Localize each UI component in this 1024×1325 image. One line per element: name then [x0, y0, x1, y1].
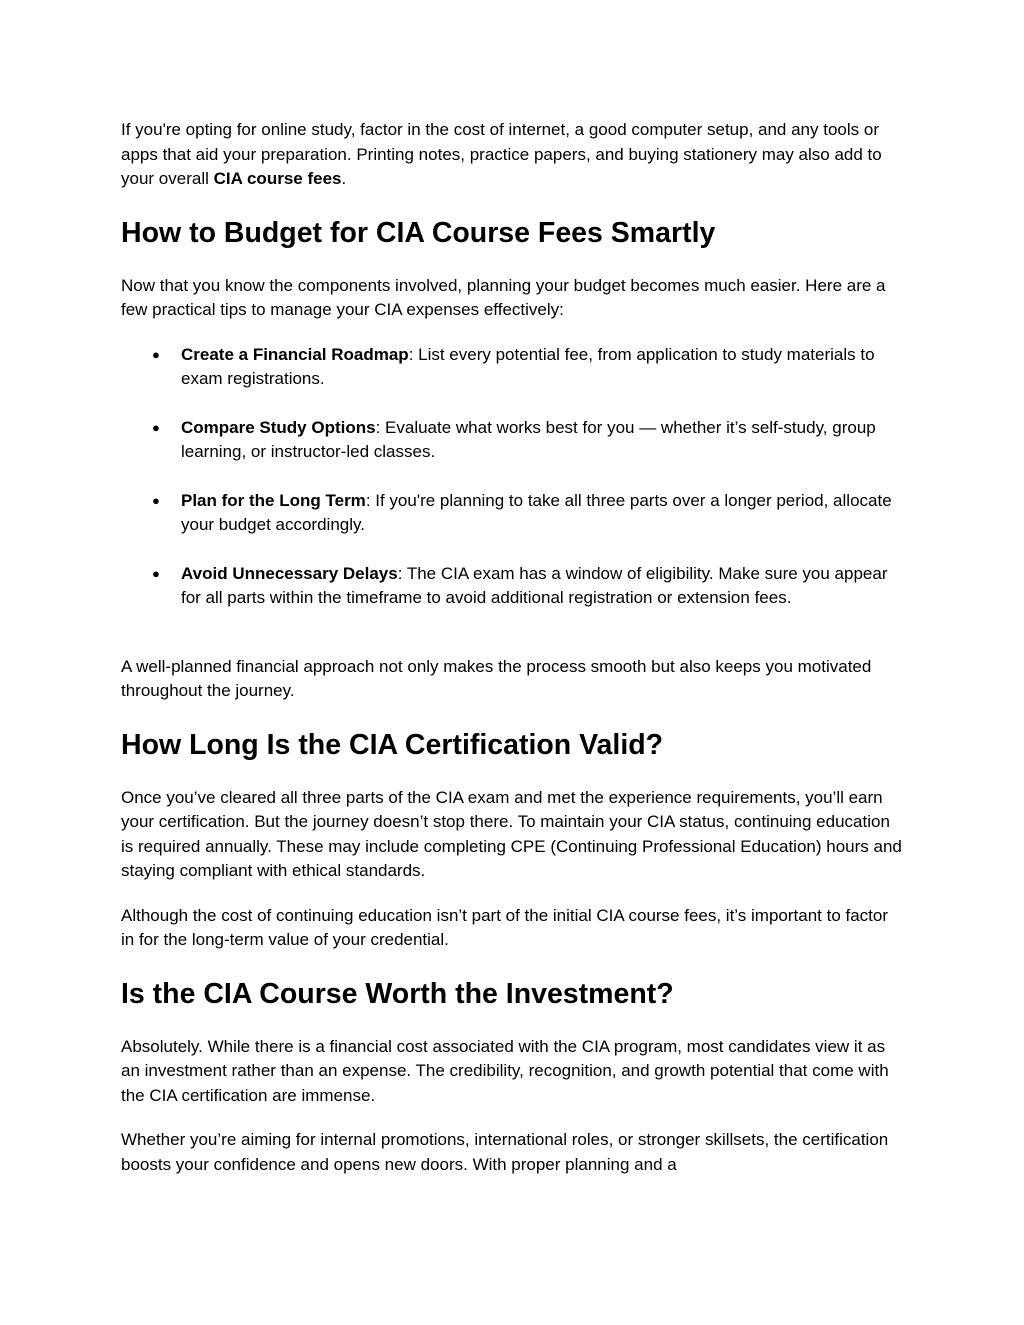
tip-title: Create a Financial Roadmap: [181, 344, 409, 364]
budget-closing-paragraph: A well-planned financial approach not only makes the process smooth but also keeps you motivated throughout the journey.: [121, 656, 872, 700]
bullet-icon: ●: [152, 346, 160, 362]
worth-heading: Is the CIA Course Worth the Investment?: [121, 977, 674, 1010]
intro-text: If you're opting for online study, factor in the cost of internet, a good computer setup, and any tools or apps that aid your preparation. Printing notes, practice papers, and buying stationery may also add to your overall: [121, 120, 882, 188]
budget-tips-list: [121, 343, 904, 611]
list-item: [152, 562, 904, 611]
list-item: [152, 343, 904, 392]
tip-text: : If you're planning to take all three parts over a longer period, allocate your budget accordingly.: [181, 490, 892, 534]
intro-paragraph: [121, 118, 904, 192]
worth-paragraph-2: Whether you’re aiming for internal promotions, international roles, or stronger skillsets, the certification boosts your confidence and opens new doors. With proper planning and a: [121, 1130, 889, 1174]
list-item: [152, 489, 904, 538]
validity-paragraph-1: Once you’ve cleared all three parts of the CIA exam and met the experience requirements, you’ll earn your certification. But the journey doesn’t stop there. To maintain your CIA status, continuing education is required annually. These may include completing CPE (Continuing Professional Education) hours and staying compliant with ethical standards.: [121, 787, 902, 880]
tip-title: Compare Study Options: [181, 417, 376, 437]
validity-heading: How Long Is the CIA Certification Valid?: [121, 728, 664, 761]
budget-paragraph: Now that you know the components involved, planning your budget becomes much easier. Here are a few practical tips to manage your CIA expenses effectively:: [121, 275, 886, 319]
tip-title: Plan for the Long Term: [181, 490, 366, 510]
validity-paragraph-2: Although the cost of continuing education isn’t part of the initial CIA course fees, it’s important to factor in for the long-term value of your credential.: [121, 905, 889, 949]
list-item: [152, 416, 904, 465]
bullet-icon: ●: [152, 492, 160, 508]
tip-text: : Evaluate what works best for you — whether it’s self-study, group learning, or instructor-led classes.: [181, 417, 876, 461]
intro-text-end: .: [341, 169, 347, 188]
bullet-icon: ●: [152, 419, 160, 435]
tip-text: : List every potential fee, from application to study materials to exam registrations.: [181, 344, 875, 388]
tip-text: : The CIA exam has a window of eligibility. Make sure you appear for all parts within the timeframe to avoid additional registration or extension fees.: [181, 563, 888, 607]
budget-heading: How to Budget for CIA Course Fees Smartly: [121, 216, 716, 249]
bullet-icon: ●: [152, 565, 160, 581]
tip-title: Avoid Unnecessary Delays: [181, 563, 398, 583]
worth-paragraph-1: Absolutely. While there is a financial cost associated with the CIA program, most candidates view it as an investment rather than an expense. The credibility, recognition, and growth potential that come with the CIA certification are immense.: [121, 1036, 889, 1105]
intro-bold-keyword: CIA course fees: [213, 169, 342, 188]
